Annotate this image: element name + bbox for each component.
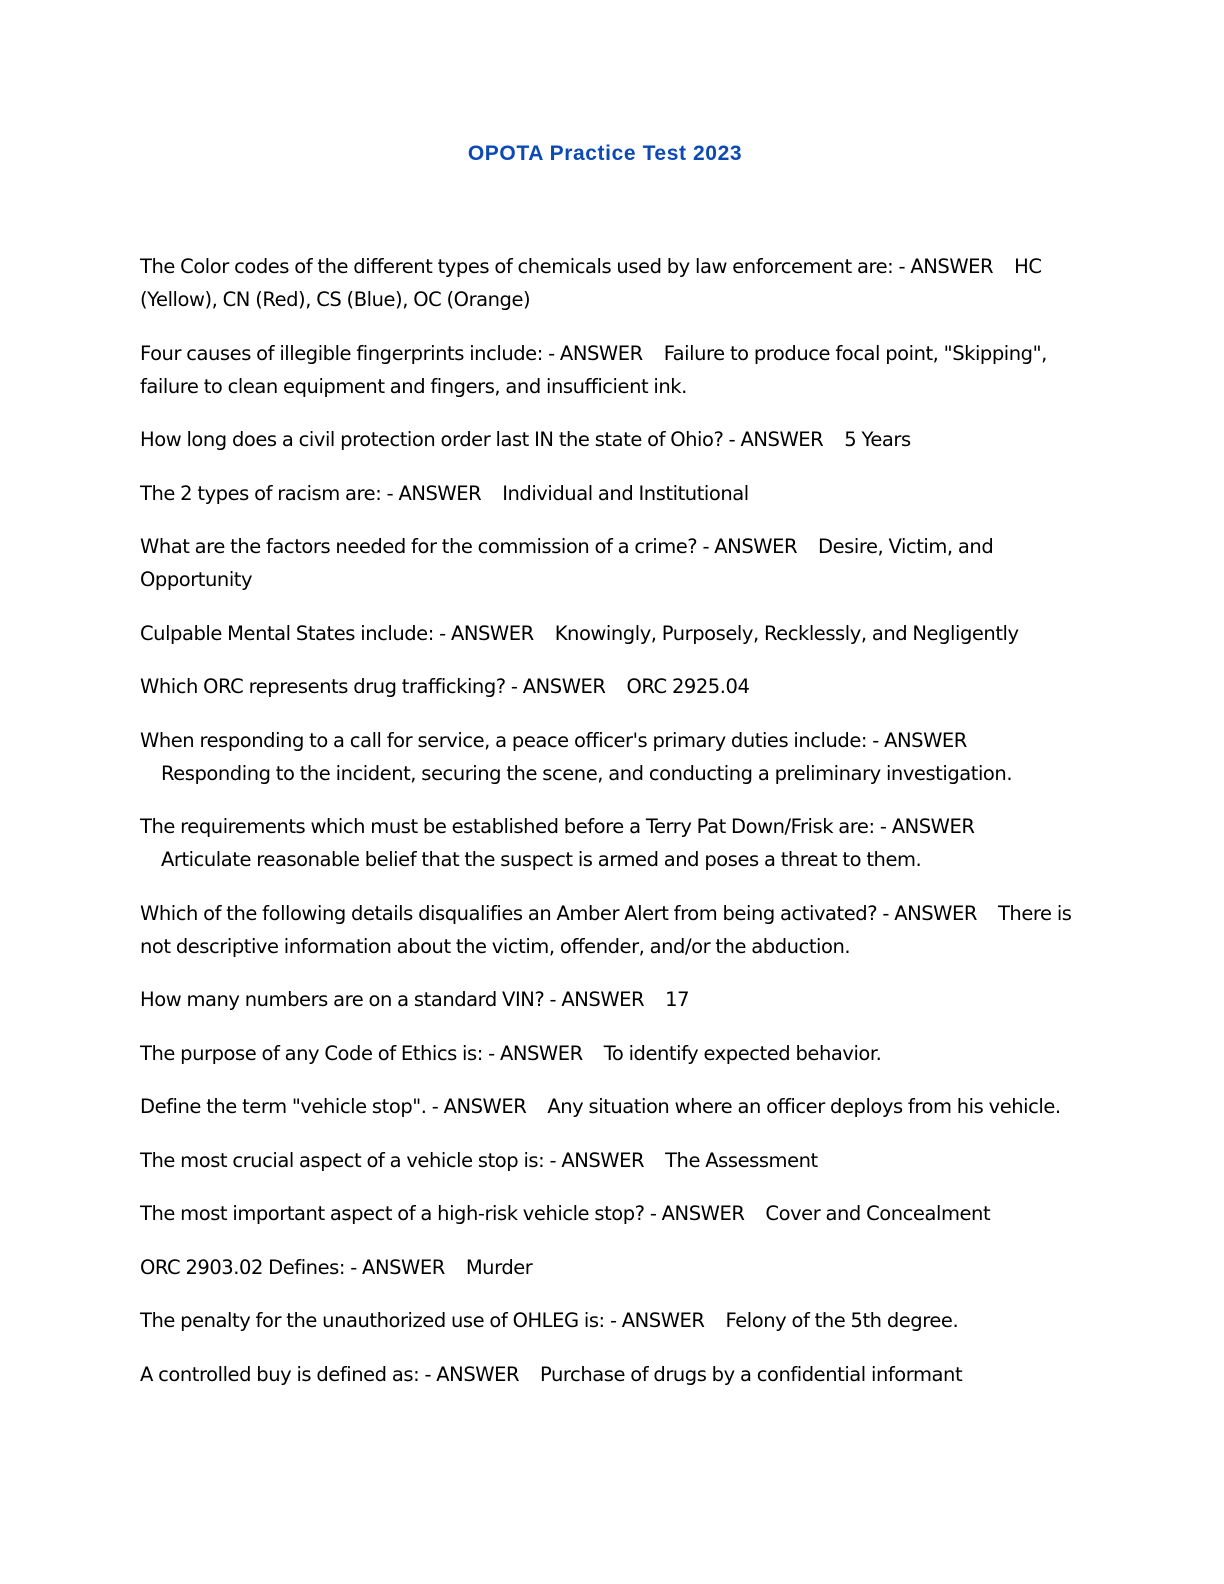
- qa-list: [140, 250, 1080, 1411]
- answer-marker: - ANSWER: [548, 341, 643, 365]
- question-text: A controlled buy is defined as:: [140, 1362, 420, 1386]
- answer-marker: - ANSWER: [898, 255, 994, 278]
- answer-text: Knowingly, Purposely, Recklessly, and Negligently: [554, 621, 1019, 645]
- answer-text: Murder: [465, 1255, 533, 1279]
- answer-marker: - ANSWER: [488, 1041, 583, 1065]
- qa-item: [140, 983, 1080, 1016]
- answer-marker: - ANSWER: [549, 988, 645, 1011]
- qa-item: [140, 530, 1080, 596]
- qa-item: [140, 1304, 1080, 1337]
- qa-item: [140, 617, 1080, 650]
- qa-item: [140, 250, 1080, 316]
- question-text: Culpable Mental States include:: [140, 621, 434, 645]
- question-text: ORC 2903.02 Defines:: [140, 1255, 345, 1279]
- question-text: The purpose of any Code of Ethics is:: [140, 1041, 483, 1065]
- question-text: Which of the following details disqualifies an Amber Alert from being activated?: [140, 901, 878, 925]
- answer-text: Failure to produce focal point, "Skipping", failure to clean equipment and fingers, and insufficient ink.: [140, 341, 1047, 398]
- question-text: How many numbers are on a standard VIN?: [140, 988, 545, 1011]
- question-text: The most important aspect of a high-risk vehicle stop?: [140, 1202, 645, 1225]
- qa-item: [140, 1037, 1080, 1070]
- answer-text: HC (Yellow), CN (Red), CS (Blue), OC (Orange): [140, 255, 1042, 311]
- qa-item: [140, 1251, 1080, 1284]
- answer-marker: - ANSWER: [549, 1148, 645, 1172]
- answer-marker: - ANSWER: [872, 728, 967, 752]
- answer-text: Responding to the incident, securing the scene, and conducting a preliminary investigation.: [161, 761, 1013, 785]
- answer-text: Cover and Concealment: [765, 1202, 991, 1225]
- question-text: The most crucial aspect of a vehicle stop is:: [140, 1148, 545, 1172]
- answer-text: There is not descriptive information about the victim, offender, and/or the abduction.: [140, 901, 1072, 958]
- qa-item: [140, 337, 1080, 403]
- answer-text: To identify expected behavior.: [603, 1041, 882, 1065]
- qa-item: [140, 670, 1080, 703]
- answer-marker: - ANSWER: [431, 1095, 527, 1118]
- answer-text: Articulate reasonable belief that the suspect is armed and poses a threat to them.: [161, 848, 922, 871]
- answer-marker: - ANSWER: [350, 1255, 445, 1279]
- answer-text: Desire, Victim, and Opportunity: [140, 535, 994, 591]
- answer-marker: - ANSWER: [649, 1202, 745, 1225]
- question-text: The requirements which must be established before a Terry Pat Down/Frisk are:: [140, 815, 875, 838]
- answer-marker: - ANSWER: [702, 535, 798, 558]
- qa-item: [140, 897, 1080, 963]
- answer-text: Felony of the 5th degree.: [725, 1309, 959, 1332]
- qa-item: [140, 1358, 1080, 1391]
- answer-marker: - ANSWER: [386, 481, 482, 505]
- answer-text: Purchase of drugs by a confidential informant: [540, 1362, 963, 1386]
- answer-text: Individual and Institutional: [502, 481, 749, 505]
- answer-marker: - ANSWER: [728, 428, 824, 451]
- question-text: The 2 types of racism are:: [140, 481, 382, 505]
- qa-item: [140, 1090, 1080, 1123]
- question-text: The penalty for the unauthorized use of OHLEG is:: [140, 1309, 605, 1332]
- question-text: Which ORC represents drug trafficking?: [140, 675, 506, 698]
- answer-text: 17: [665, 988, 690, 1011]
- answer-marker: - ANSWER: [424, 1362, 520, 1386]
- answer-marker: - ANSWER: [609, 1309, 705, 1332]
- question-text: When responding to a call for service, a peace officer's primary duties include:: [140, 728, 868, 752]
- question-text: Four causes of illegible fingerprints include:: [140, 341, 543, 365]
- answer-marker: - ANSWER: [882, 901, 977, 925]
- qa-item: [140, 810, 1080, 876]
- answer-text: Any situation where an officer deploys from his vehicle.: [547, 1095, 1061, 1118]
- answer-marker: - ANSWER: [510, 675, 606, 698]
- question-text: The Color codes of the different types of chemicals used by law enforcement are:: [140, 255, 894, 278]
- qa-item: [140, 477, 1080, 510]
- question-text: Define the term "vehicle stop".: [140, 1095, 427, 1118]
- qa-item: [140, 1144, 1080, 1177]
- qa-item: [140, 724, 1080, 790]
- answer-text: ORC 2925.04: [626, 675, 750, 698]
- question-text: How long does a civil protection order last IN the state of Ohio?: [140, 428, 724, 451]
- qa-item: [140, 1197, 1080, 1230]
- document-title: OPOTA Practice Test 2023: [467, 142, 743, 165]
- question-text: What are the factors needed for the commission of a crime?: [140, 535, 698, 558]
- answer-marker: - ANSWER: [879, 815, 975, 838]
- answer-text: The Assessment: [665, 1148, 818, 1172]
- qa-item: [140, 423, 1080, 456]
- answer-text: 5 Years: [844, 428, 911, 451]
- answer-marker: - ANSWER: [439, 621, 534, 645]
